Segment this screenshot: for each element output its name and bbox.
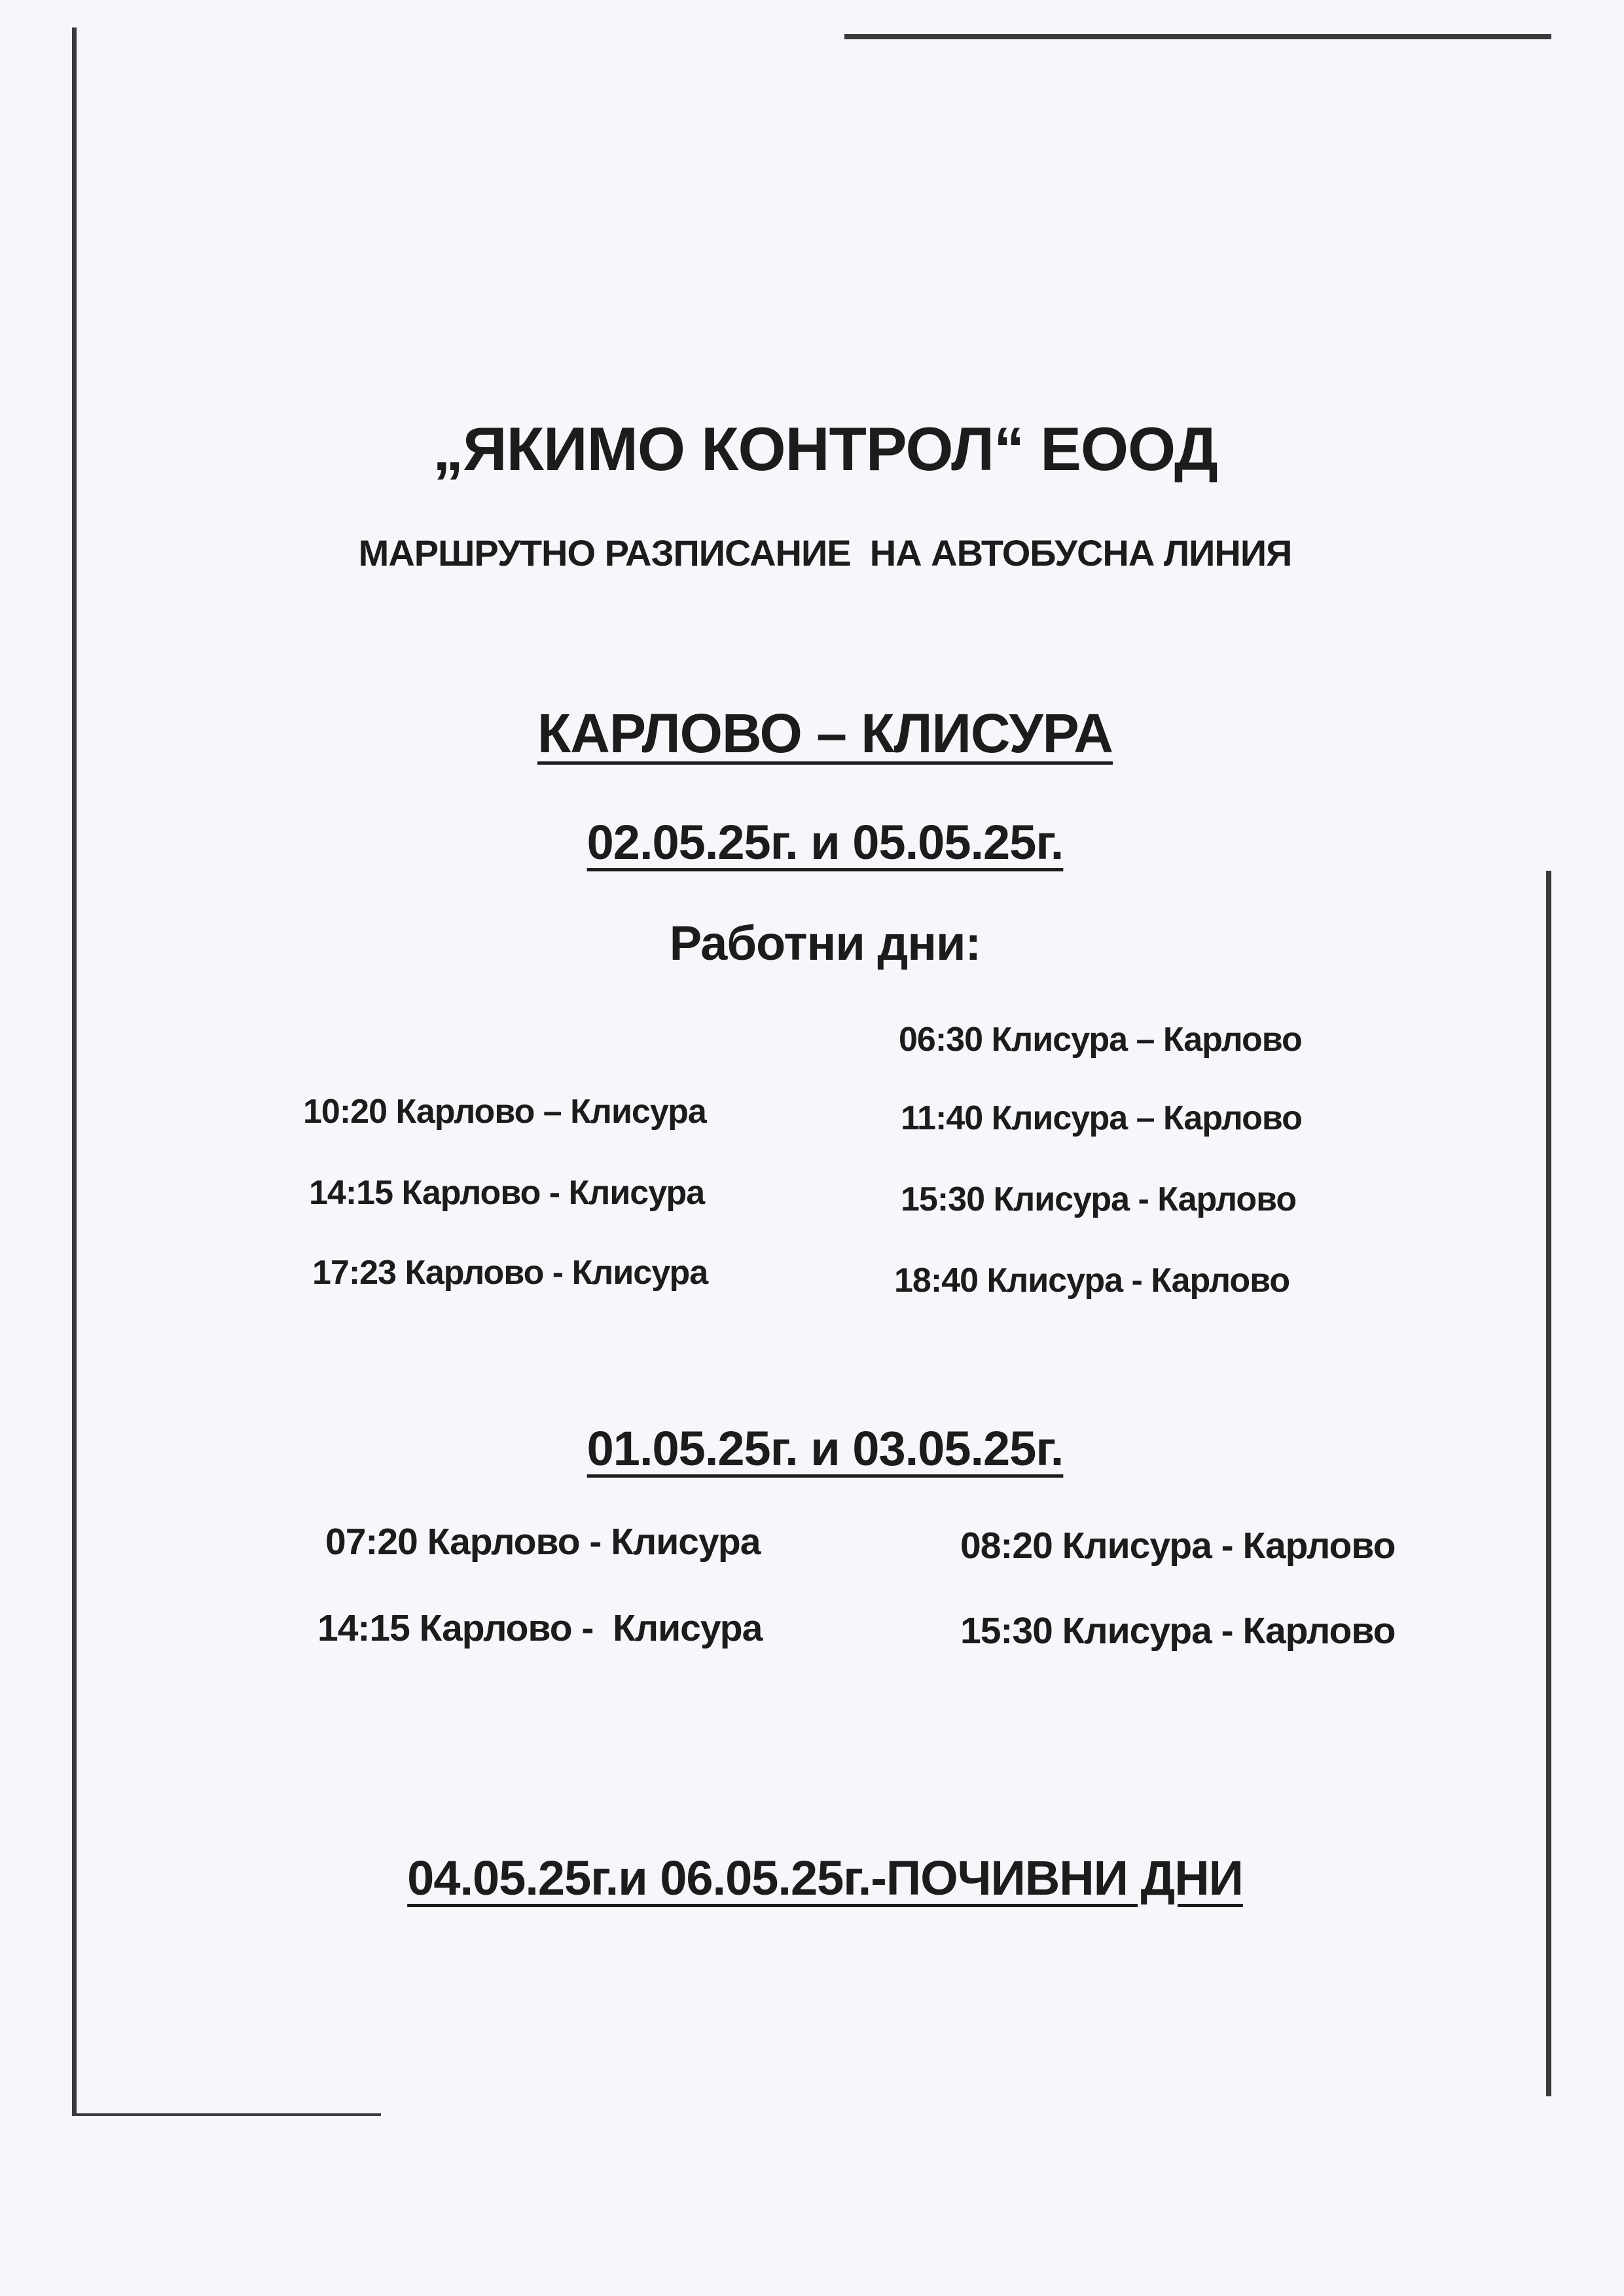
route-title: КАРЛОВО – КЛИСУРА (537, 702, 1113, 764)
border-bottom-line (73, 2113, 381, 2116)
border-top-line (844, 34, 1551, 39)
workdays-label: Работни дни: (669, 916, 981, 970)
departure-row: 06:30 Клисура – Карлово (899, 1021, 1302, 1059)
section1-dates: 02.05.25г. и 05.05.25г. (586, 815, 1064, 869)
border-left-line (72, 27, 77, 2116)
schedule-subtitle: МАРШРУТНО РАЗПИСАНИЕ НА АВТОБУСНА ЛИНИЯ (358, 532, 1292, 574)
departure-row: 10:20 Карлово – Клисура (303, 1093, 706, 1131)
departure-row: 11:40 Клисура – Карлово (901, 1099, 1302, 1137)
departure-row: 15:30 Клисура - Карлово (901, 1180, 1297, 1218)
border-right-line (1546, 871, 1551, 2096)
section2-dates: 01.05.25г. и 03.05.25г. (586, 1421, 1064, 1476)
departure-row: 14:15 Карлово - Клисура (309, 1174, 705, 1212)
departure-row: 17:23 Карлово - Клисура (312, 1254, 708, 1292)
departure-row: 08:20 Клисура - Карлово (960, 1525, 1396, 1567)
company-title: „ЯКИМО КОНТРОЛ“ ЕООД (433, 414, 1218, 483)
departure-row: 18:40 Клисура - Карлово (894, 1262, 1290, 1300)
departure-row: 07:20 Карлово - Клисура (325, 1521, 761, 1563)
departure-row: 14:15 Карлово - Клисура (317, 1607, 763, 1649)
rest-days: 04.05.25г.и 06.05.25г.-ПОЧИВНИ ДНИ (407, 1851, 1243, 1905)
departure-row: 15:30 Клисура - Карлово (960, 1610, 1396, 1652)
